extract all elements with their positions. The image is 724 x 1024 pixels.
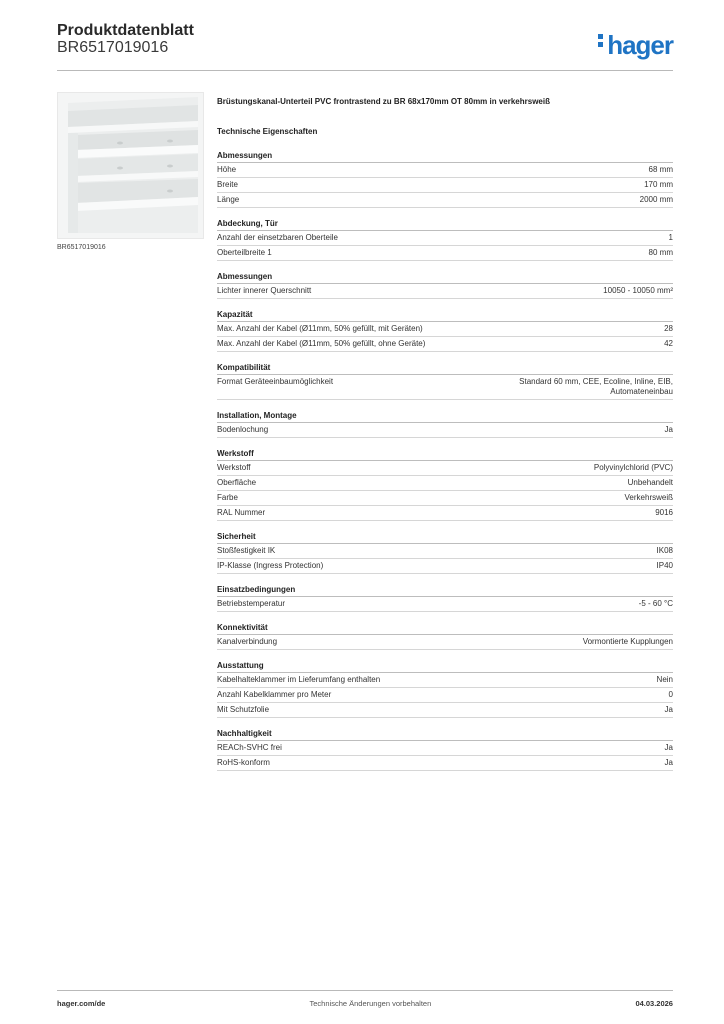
spec-content bbox=[217, 97, 673, 782]
spec-label: IP-Klasse (Ingress Protection) bbox=[217, 561, 324, 570]
spec-value: -5 - 60 °C bbox=[638, 599, 673, 608]
spec-label: Stoßfestigkeit IK bbox=[217, 546, 276, 555]
spec-row bbox=[217, 476, 673, 491]
spec-group bbox=[217, 219, 673, 261]
spec-label: RAL Nummer bbox=[217, 508, 266, 517]
spec-label: Lichter innerer Querschnitt bbox=[217, 286, 312, 295]
spec-value: Nein bbox=[656, 675, 673, 684]
spec-group-title: Abmessungen bbox=[217, 272, 673, 284]
spec-value: 170 mm bbox=[644, 180, 673, 189]
product-name: Brüstungskanal-Unterteil PVC frontrastend zu BR 68x170mm OT 80mm in verkehrsweiß bbox=[217, 97, 550, 106]
spec-value: Ja bbox=[664, 743, 673, 752]
spec-group-title: Ausstattung bbox=[217, 661, 673, 673]
spec-value: 9016 bbox=[655, 508, 673, 517]
spec-group bbox=[217, 729, 673, 771]
page-footer bbox=[57, 990, 673, 1008]
spec-group bbox=[217, 310, 673, 352]
spec-label: RoHS-konform bbox=[217, 758, 270, 767]
spec-row bbox=[217, 337, 673, 352]
spec-row bbox=[217, 322, 673, 337]
spec-label: Farbe bbox=[217, 493, 238, 502]
spec-value: 28 bbox=[664, 324, 673, 333]
spec-group bbox=[217, 585, 673, 612]
spec-group bbox=[217, 661, 673, 718]
article-number: BR6517019016 bbox=[57, 39, 169, 56]
spec-value: Polyvinylchlorid (PVC) bbox=[593, 463, 673, 472]
spec-label: Max. Anzahl der Kabel (Ø11mm, 50% gefüllt, mit Geräten) bbox=[217, 324, 423, 333]
spec-label: Werkstoff bbox=[217, 463, 251, 472]
spec-value: Verkehrsweiß bbox=[624, 493, 673, 502]
spec-group-title: Nachhaltigkeit bbox=[217, 729, 673, 741]
spec-group-title: Einsatzbedingungen bbox=[217, 585, 673, 597]
spec-row bbox=[217, 246, 673, 261]
spec-value: 42 bbox=[664, 339, 673, 348]
spec-label: Max. Anzahl der Kabel (Ø11mm, 50% gefüllt, ohne Geräte) bbox=[217, 339, 426, 348]
spec-value: Standard 60 mm, CEE, Ecoline, Inline, EIB, Automateneinbau bbox=[519, 377, 673, 396]
spec-label: Betriebstemperatur bbox=[217, 599, 286, 608]
spec-value: 10050 - 10050 mm² bbox=[603, 286, 673, 295]
spec-group bbox=[217, 272, 673, 299]
spec-label: Bodenlochung bbox=[217, 425, 269, 434]
spec-group bbox=[217, 449, 673, 521]
spec-group bbox=[217, 151, 673, 208]
spec-row bbox=[217, 178, 673, 193]
spec-row bbox=[217, 506, 673, 521]
spec-value: Ja bbox=[664, 705, 673, 714]
spec-group bbox=[217, 623, 673, 650]
spec-group-title: Werkstoff bbox=[217, 449, 673, 461]
spec-value: Ja bbox=[664, 758, 673, 767]
spec-value: IK08 bbox=[656, 546, 673, 555]
spec-group-title: Konnektivität bbox=[217, 623, 673, 635]
spec-value: 2000 mm bbox=[639, 195, 673, 204]
spec-value: IP40 bbox=[656, 561, 673, 570]
footer-notice: Technische Änderungen vorbehalten bbox=[309, 999, 432, 1008]
spec-groups bbox=[217, 151, 673, 771]
spec-group-title: Abdeckung, Tür bbox=[217, 219, 673, 231]
footer-website[interactable]: hager.com/de bbox=[57, 999, 106, 1008]
spec-label: Länge bbox=[217, 195, 240, 204]
cable-duct-icon bbox=[58, 93, 203, 238]
spec-label: Oberteilbreite 1 bbox=[217, 248, 272, 257]
spec-label: Oberfläche bbox=[217, 478, 257, 487]
page-header bbox=[57, 20, 673, 71]
spec-label: Anzahl der einsetzbaren Oberteile bbox=[217, 233, 338, 242]
spec-value: 80 mm bbox=[648, 248, 673, 257]
image-caption: BR6517019016 bbox=[57, 244, 106, 251]
spec-label: Kabelhalteklammer im Lieferumfang enthalten bbox=[217, 675, 381, 684]
spec-group bbox=[217, 411, 673, 438]
spec-value: Vormontierte Kupplungen bbox=[582, 637, 673, 646]
product-image bbox=[57, 92, 204, 239]
spec-row bbox=[217, 741, 673, 756]
spec-row bbox=[217, 597, 673, 612]
spec-group-title: Kapazität bbox=[217, 310, 673, 322]
spec-group-title: Kompatibilität bbox=[217, 363, 673, 375]
spec-label: Anzahl Kabelklammer pro Meter bbox=[217, 690, 332, 699]
spec-value: Ja bbox=[664, 425, 673, 434]
spec-row bbox=[217, 461, 673, 476]
spec-label: Höhe bbox=[217, 165, 237, 174]
spec-label: Format Geräteeinbaumöglichkeit bbox=[217, 377, 334, 386]
spec-row bbox=[217, 688, 673, 703]
spec-label: Kanalverbindung bbox=[217, 637, 278, 646]
spec-row bbox=[217, 673, 673, 688]
spec-group-title: Abmessungen bbox=[217, 151, 673, 163]
spec-row bbox=[217, 491, 673, 506]
spec-group-title: Installation, Montage bbox=[217, 411, 673, 423]
spec-row bbox=[217, 375, 673, 400]
page-title: Produktdatenblatt bbox=[57, 22, 194, 39]
spec-label: Breite bbox=[217, 180, 238, 189]
spec-row bbox=[217, 163, 673, 178]
spec-value: Unbehandelt bbox=[627, 478, 673, 487]
spec-value: 68 mm bbox=[648, 165, 673, 174]
spec-row bbox=[217, 756, 673, 771]
section-title: Technische Eigenschaften bbox=[217, 127, 318, 136]
spec-row bbox=[217, 703, 673, 718]
spec-row bbox=[217, 544, 673, 559]
spec-row bbox=[217, 423, 673, 438]
spec-row bbox=[217, 559, 673, 574]
spec-row bbox=[217, 284, 673, 299]
spec-group-title: Sicherheit bbox=[217, 532, 673, 544]
logo-dots-icon bbox=[598, 34, 604, 50]
spec-row bbox=[217, 635, 673, 650]
spec-row bbox=[217, 231, 673, 246]
spec-value: 1 bbox=[668, 233, 673, 242]
spec-label: Mit Schutzfolie bbox=[217, 705, 270, 714]
spec-label: REACh-SVHC frei bbox=[217, 743, 282, 752]
hager-logo: hager bbox=[598, 30, 673, 61]
spec-value: 0 bbox=[668, 690, 673, 699]
spec-group bbox=[217, 532, 673, 574]
spec-row bbox=[217, 193, 673, 208]
spec-group bbox=[217, 363, 673, 400]
footer-date: 04.03.2026 bbox=[635, 999, 673, 1008]
